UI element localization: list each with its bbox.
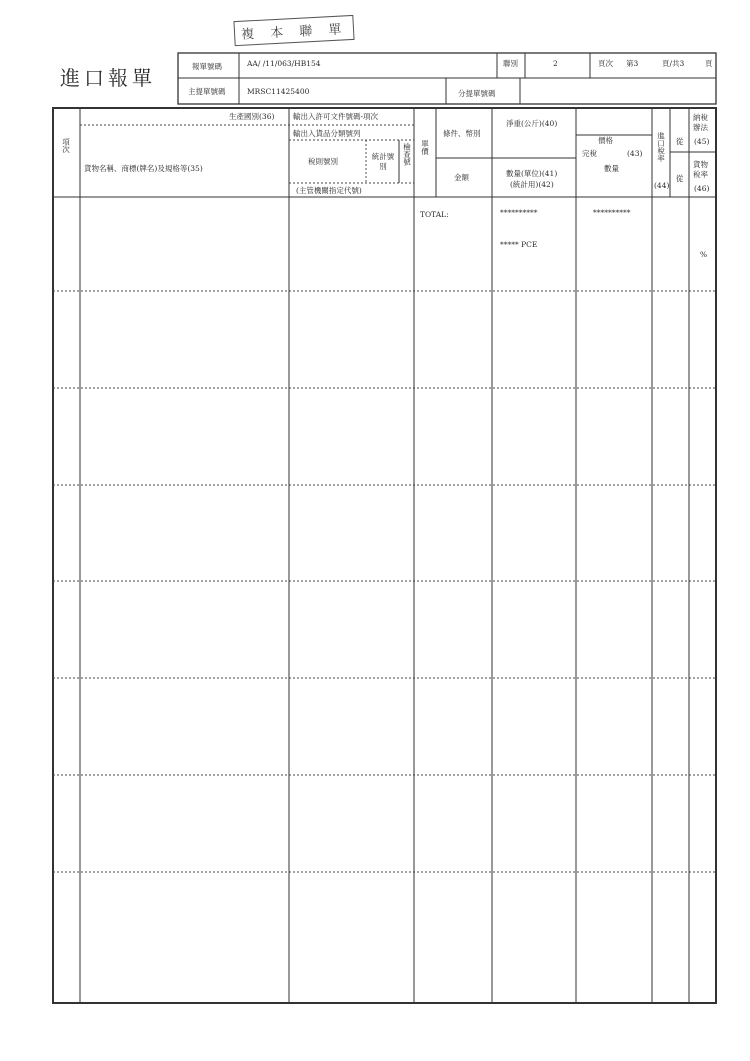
commodity-tax-header: 貨物稅率 (693, 160, 708, 179)
duty-quantity-header: 數量 (604, 164, 619, 173)
declaration-no-value: AA/ /11/063/HB154 (247, 59, 321, 68)
import-rate-header: 進口稅率 (656, 132, 666, 162)
page-value: 第3 (626, 59, 639, 68)
commodity-class-header: 輸出入貨品分類號列 (293, 129, 361, 138)
import-rate-ref: (44) (654, 181, 670, 190)
duty-value-header: 價格 (598, 136, 613, 145)
total-label: TOTAL: (420, 210, 449, 219)
copy-value: 2 (553, 59, 558, 68)
item-no-header: 項次 (61, 138, 71, 153)
stat-quantity-header: (統計用)(42) (510, 180, 554, 189)
origin-header: 生產國別(36) (229, 112, 275, 121)
unit-price-header: 單價 (420, 140, 430, 155)
house-bl-label: 分提單號碼 (458, 89, 496, 98)
ad-valorem-1: 從 (676, 137, 684, 146)
total-percent: % (700, 250, 708, 259)
designated-code-header: (主管機關指定代號) (296, 186, 362, 195)
page-label: 頁次 (598, 59, 613, 68)
master-bl-label: 主提單號碼 (188, 87, 226, 96)
form-title: 進口報單 (60, 66, 156, 90)
copy-stamp: 複 本 聯 單 (233, 15, 355, 46)
total-net-weight: ********** (500, 208, 538, 217)
net-weight-header: 淨重(公斤)(40) (506, 119, 558, 128)
permit-header: 輸出入許可文件號碼-項次 (293, 112, 379, 121)
description-header: 貨物名稱、商標(牌名)及規格等(35) (84, 164, 203, 173)
stat-code-header: 統計號別 (371, 152, 395, 171)
declaration-no-label: 報單號碼 (192, 62, 222, 71)
master-bl-value: MRSC11425400 (247, 87, 310, 96)
page-total: 頁/共3 (662, 59, 685, 68)
total-duty-value: ********** (593, 208, 631, 217)
payment-method-header: 納稅辦法 (693, 113, 708, 132)
duty-paid-header: 完稅 (582, 149, 597, 158)
total-quantity: ***** PCE (500, 240, 538, 249)
ad-valorem-2: 從 (676, 174, 684, 183)
terms-currency-header: 條件、幣別 (443, 129, 481, 138)
copy-label: 聯別 (503, 59, 518, 68)
page-unit: 頁 (705, 59, 713, 68)
inspection-header: 檢查號 (402, 143, 412, 166)
duty-ref-header: (43) (627, 149, 643, 158)
quantity-header: 數量(單位)(41) (506, 169, 558, 178)
amount-header: 金額 (454, 173, 469, 182)
payment-ref: (45) (694, 137, 710, 146)
commodity-tax-ref: (46) (694, 184, 710, 193)
tariff-no-header: 稅則號別 (308, 157, 338, 166)
